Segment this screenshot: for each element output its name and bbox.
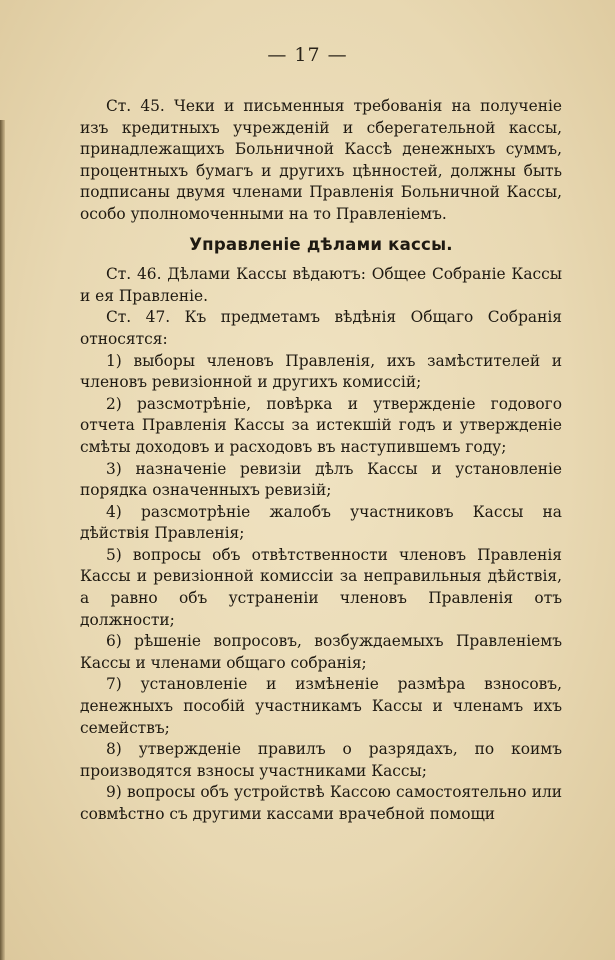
section-heading: Управленіе дѣлами кассы. [189,234,453,254]
list-item-7: 7) установленіе и измѣненіе размѣра взносовъ, денежныхъ пособій участникамъ Кассы и членамъ ихъ семействъ; [80,675,562,737]
list-item-9: 9) вопросы объ устройствѣ Кассою самостоятельно или совмѣстно съ другими кассами врачебной помощи [80,783,562,823]
list-item-5: 5) вопросы объ отвѣтственности членовъ Правленія Кассы и ревизіонной комиссіи за неправильныя дѣйствія, а равно объ устраненіи членовъ Правленія отъ должности; [80,545,562,629]
list-item-2: 2) разсмотрѣніе, повѣрка и утвержденіе годового отчета Правленія Кассы за истекшій годъ и утвержденіе смѣты доходовъ и расходовъ въ наступившемъ году; [80,394,562,456]
list-item-3: 3) назначеніе ревизіи дѣлъ Кассы и установленіе порядка означенныхъ ревизій; [80,459,562,500]
article-46: Ст. 46. Дѣлами Кассы вѣдаютъ: Общее Собраніе Кассы и ея Правленіе. [80,265,562,305]
list-item-4: 4) разсмотрѣніе жалобъ участниковъ Кассы на дѣйствія Правленія; [80,502,562,543]
text-body [80,96,562,826]
article-47: Ст. 47. Къ предметамъ вѣдѣнія Общаго Собранія относятся: [80,308,562,348]
list-item-6: 6) рѣшеніе вопросовъ, возбуждаемыхъ Правленіемъ Кассы и членами общаго собранія; [80,632,562,672]
page-binding-edge [0,120,5,960]
page-number: — 17 — [267,44,348,66]
list-item-8: 8) утвержденіе правилъ о разрядахъ, по коимъ производятся взносы участниками Кассы; [80,740,562,780]
list-item-1: 1) выборы членовъ Правленія, ихъ замѣстителей и членовъ ревизіонной и другихъ комиссій; [80,351,562,392]
article-45: Ст. 45. Чеки и письменныя требованія на полученіе изъ кредитныхъ учрежденій и сберегательной кассы, принадлежащихъ Больничной Кассѣ денежныхъ суммъ, процентныхъ бумагъ и другихъ цѣнностей, должны быть подписаны двумя членами Правленія Больничной Кассы, особо уполномоченными на то Правленіемъ. [80,97,562,223]
